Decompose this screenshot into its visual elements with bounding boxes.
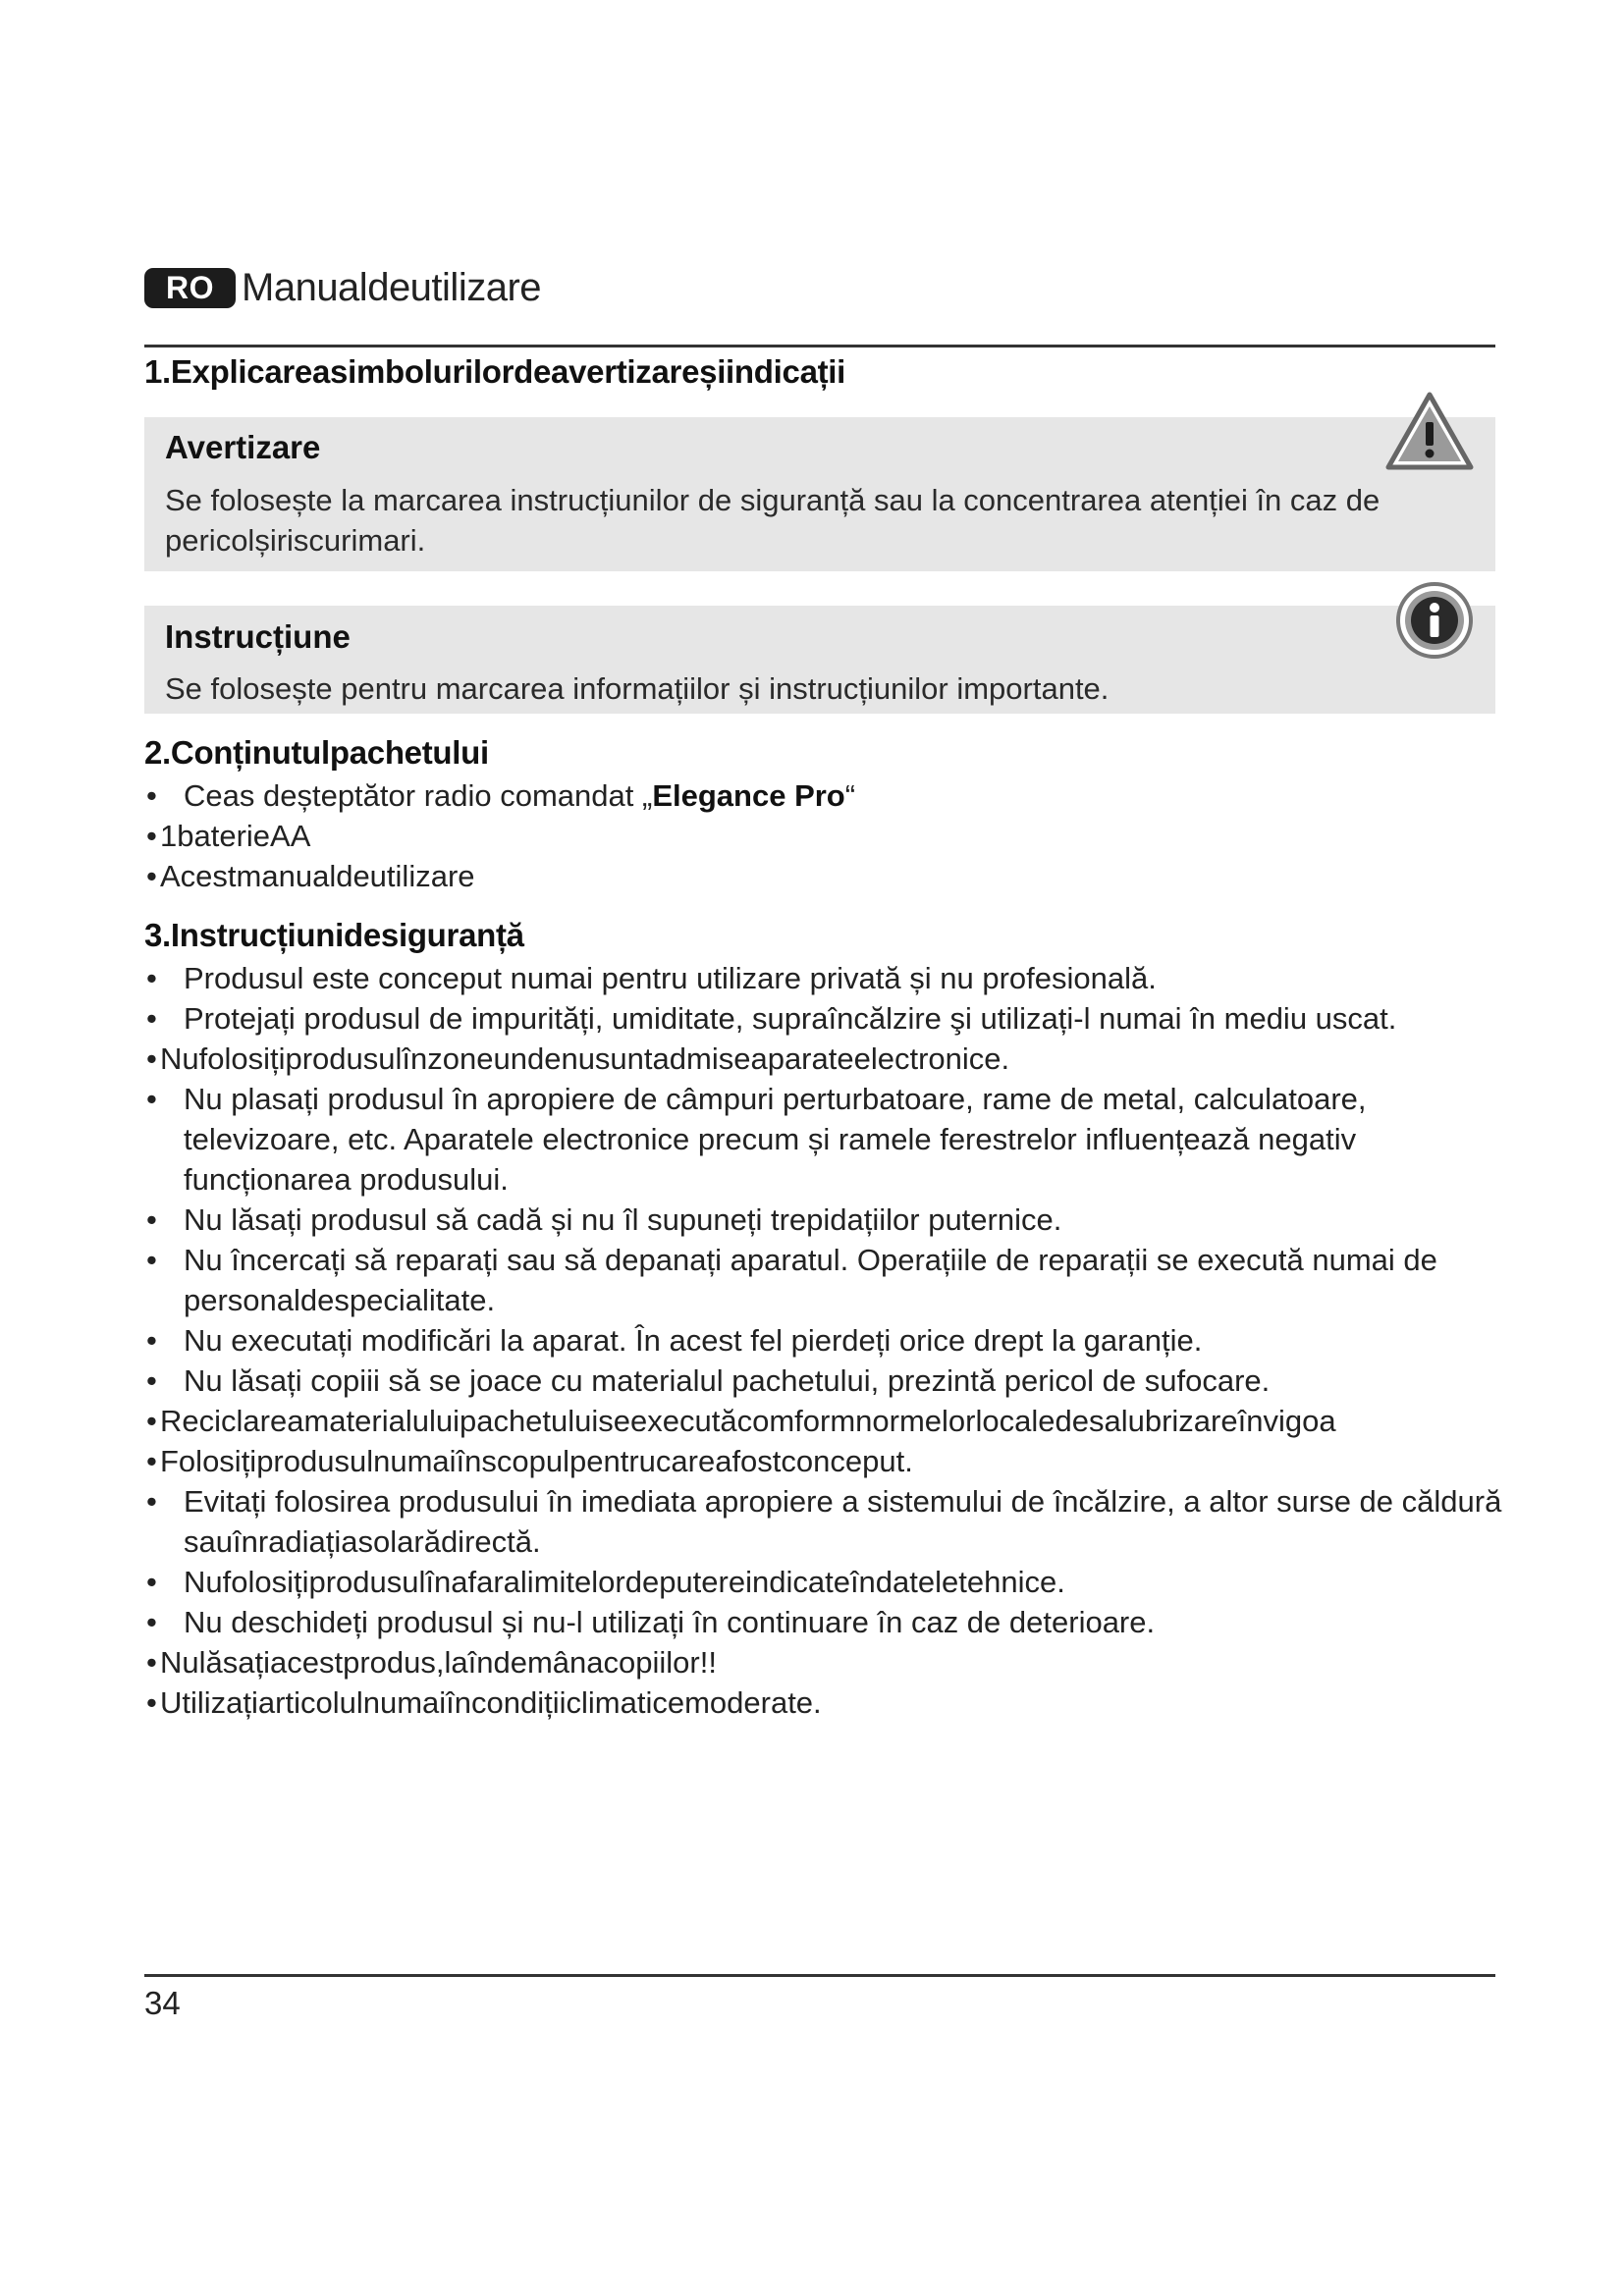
list-item bbox=[144, 1481, 1509, 1562]
section-2-heading: 2.Conținutulpachetului bbox=[144, 734, 489, 771]
warning-triangle-icon bbox=[1384, 391, 1475, 471]
header-divider bbox=[144, 345, 1495, 347]
safety-item-text: Nu lăsați copiii să se joace cu materialul pachetului, prezintă pericol de sufocare. bbox=[184, 1363, 1271, 1398]
list-item bbox=[144, 1401, 1509, 1441]
list-item bbox=[144, 958, 1509, 998]
bullet: • bbox=[146, 1404, 157, 1438]
safety-item-text: Nu executați modificări la aparat. În acest fel pierdeți orice drept la garanție. bbox=[184, 1323, 1203, 1358]
safety-item-text: Nulăsațiacestprodus,laîndemânacopiilor!! bbox=[160, 1645, 717, 1680]
safety-item-text: Nu deschideți produsul și nu-l utilizați în continuare în caz de deterioare. bbox=[184, 1605, 1156, 1639]
warning-box bbox=[144, 417, 1495, 571]
safety-item-text: Nu lăsați produsul să cadă și nu îl supuneți trepidațiilor puternice. bbox=[184, 1202, 1062, 1237]
bullet: • bbox=[146, 961, 157, 995]
bullet: • bbox=[146, 1041, 157, 1076]
bullet: • bbox=[146, 1605, 157, 1639]
bullet: • bbox=[146, 1565, 157, 1599]
safety-item-text: Nu încercați să reparați sau să depanați aparatul. Operațiile de reparații se execută numai de personaldespecialitate. bbox=[184, 1243, 1437, 1317]
list-item bbox=[144, 1441, 1509, 1481]
list-item bbox=[144, 1200, 1509, 1240]
package-item-text: Ceas deșteptător radio comandat „ bbox=[184, 778, 653, 813]
safety-item-text: Nufolosițiprodusulînafaralimitelordeputereindicateîndateletehnice. bbox=[184, 1565, 1065, 1599]
bullet: • bbox=[146, 1484, 157, 1519]
list-item bbox=[144, 1602, 1509, 1642]
safety-item-text: Folosițiprodusulnumaiînscopulpentrucareafostconceput. bbox=[160, 1444, 913, 1478]
bullet: • bbox=[146, 1202, 157, 1237]
safety-item-text: Nu plasați produsul în apropiere de câmpuri perturbatoare, rame de metal, calculatoare, televizoare, etc. Aparatele electronice precum și ramele ferestrelor influențează negativ funcționarea produsului. bbox=[184, 1082, 1367, 1197]
list-item bbox=[144, 816, 1509, 856]
section-1-heading: 1.Explicareasimbolurilordeavertizareșiindicații bbox=[144, 353, 846, 390]
safety-item-text: Reciclareamaterialuluipachetuluiseexecutăcomformnormelorlocaledesalubrizareînvigoa bbox=[160, 1404, 1336, 1438]
instruction-box bbox=[144, 606, 1495, 714]
safety-item-text: Evitați folosirea produsului în imediata apropiere a sistemului de încălzire, a altor surse de căldură sauînradiațiasolarădirectă. bbox=[184, 1484, 1502, 1559]
bullet: • bbox=[146, 778, 157, 813]
product-name: Elegance Pro bbox=[652, 778, 845, 813]
instruction-text: Se folosește pentru marcarea informațiilor și instrucțiunilor importante. bbox=[165, 671, 1110, 706]
quote-close: “ bbox=[844, 778, 856, 813]
safety-instructions-list bbox=[144, 958, 1509, 1723]
bullet: • bbox=[146, 1082, 157, 1116]
list-item bbox=[144, 1240, 1509, 1320]
safety-item-text: Protejați produsul de impurități, umiditate, supraîncălzire şi utilizați-l numai în mediu uscat. bbox=[184, 1001, 1397, 1036]
package-contents-list bbox=[144, 775, 1509, 896]
warning-text: Se folosește la marcarea instrucțiunilor de siguranță sau la concentrarea atenției în caz de pericolșiriscurimari. bbox=[165, 483, 1380, 558]
list-item bbox=[144, 856, 1509, 896]
bullet: • bbox=[146, 859, 157, 893]
page-header bbox=[144, 266, 541, 310]
bullet: • bbox=[146, 1685, 157, 1720]
section-3-heading: 3.Instrucțiunidesiguranță bbox=[144, 917, 524, 953]
bullet: • bbox=[146, 1323, 157, 1358]
safety-item-text: Nufolosițiprodusulînzoneundenusuntadmiseaparateelectronice. bbox=[160, 1041, 1010, 1076]
list-item bbox=[144, 1039, 1509, 1079]
bullet: • bbox=[146, 1243, 157, 1277]
list-item bbox=[144, 998, 1509, 1039]
list-item bbox=[144, 1361, 1509, 1401]
page-number: 34 bbox=[144, 1985, 181, 2021]
instruction-title: Instrucțiune bbox=[165, 618, 351, 655]
list-item bbox=[144, 1642, 1509, 1682]
safety-item-text: Produsul este conceput numai pentru utilizare privată și nu profesională. bbox=[184, 961, 1157, 995]
bullet: • bbox=[146, 1363, 157, 1398]
bullet: • bbox=[146, 1001, 157, 1036]
language-badge: RO bbox=[144, 268, 236, 308]
info-circle-icon bbox=[1395, 581, 1474, 660]
bullet: • bbox=[146, 1645, 157, 1680]
list-item bbox=[144, 1682, 1509, 1723]
list-item bbox=[144, 1079, 1509, 1200]
package-item-text: 1baterieAA bbox=[160, 819, 311, 853]
list-item bbox=[144, 1320, 1509, 1361]
bullet: • bbox=[146, 1444, 157, 1478]
list-item bbox=[144, 1562, 1509, 1602]
safety-item-text: Utilizațiarticolulnumaiîncondițiiclimaticemoderate. bbox=[160, 1685, 822, 1720]
package-item-text: Acestmanualdeutilizare bbox=[160, 859, 475, 893]
footer-divider bbox=[144, 1974, 1495, 1977]
list-item bbox=[144, 775, 1509, 816]
bullet: • bbox=[146, 819, 157, 853]
warning-title: Avertizare bbox=[165, 429, 321, 465]
page-title: Manualdeutilizare bbox=[242, 266, 542, 309]
